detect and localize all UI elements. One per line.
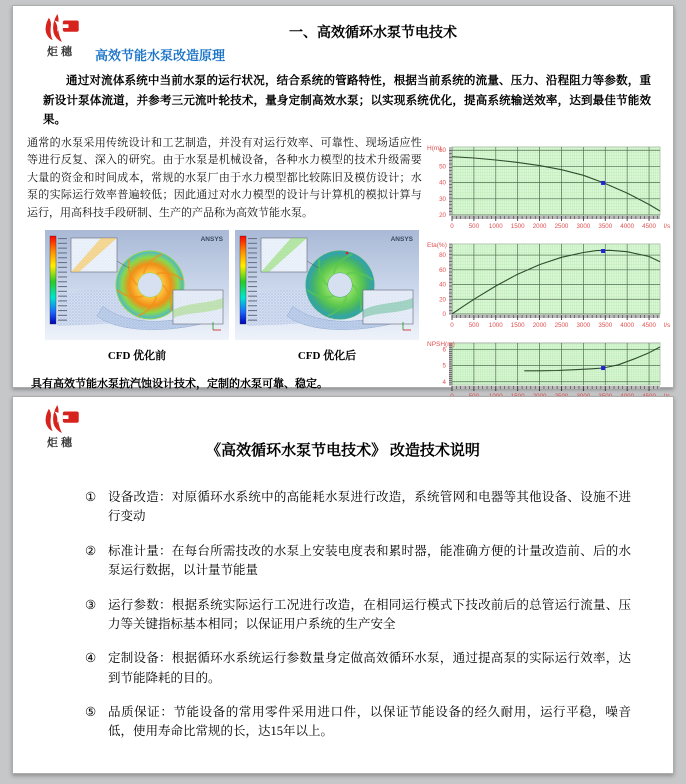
chart-svg: [426, 139, 670, 231]
intro-paragraph: 通过对流体系统中当前水泵的运行状况，结合系统的管路特性，根据当前系统的流量、压力、沿程阻力等参数，重新设计泵体流道，并参考三元流叶轮技术，量身定制高效水泵；以实现系统优化，提高系统输送效率，达到最佳节能效果。: [43, 75, 651, 127]
svg-text:50: 50: [438, 163, 446, 171]
svg-text:4: 4: [442, 378, 446, 386]
cfd-simulation-graphic: [235, 230, 419, 340]
flame-logo-icon: [40, 405, 82, 433]
svg-text:40: 40: [438, 281, 446, 289]
company-logo-2: [29, 405, 93, 450]
item-number: ③: [85, 597, 97, 612]
svg-text:3000: 3000: [576, 222, 591, 230]
svg-text:l/s: l/s: [663, 222, 670, 230]
logo-text: 炬穗: [47, 46, 75, 58]
svg-text:2500: 2500: [554, 321, 569, 329]
logo-text: 炬穗: [47, 437, 75, 449]
pump-curves-column: [426, 135, 673, 406]
svg-text:4000: 4000: [620, 321, 634, 329]
left-column: [13, 135, 426, 406]
page2-title: 《高效循环水泵节电技术》 改造技术说明: [206, 443, 480, 459]
tech-item-4: [85, 649, 631, 688]
page-title: 一、高效循环水泵节电技术: [289, 24, 457, 40]
svg-text:l/s: l/s: [663, 321, 670, 329]
ansys-watermark: ANSYS: [390, 235, 413, 243]
document-page-2: [12, 396, 674, 774]
svg-text:60: 60: [438, 266, 446, 274]
note-text: 具有高效节能水泵抗汽蚀设计技术，定制的水泵可靠、稳定。: [31, 377, 328, 390]
chart-svg: [426, 236, 670, 330]
item-text: 设备改造：对原循环水系统中的高能耗水泵进行改造，系统管网和电器等其他设备、设施不进行变动: [108, 490, 631, 524]
tech-item-1: [85, 488, 631, 527]
svg-text:6: 6: [442, 346, 446, 354]
svg-text:3500: 3500: [598, 222, 612, 230]
cfd-after-caption: CFD 优化后: [297, 349, 357, 362]
svg-text:Eta(%): Eta(%): [426, 241, 447, 249]
flame-logo-icon: [40, 14, 82, 42]
page1-content-columns: [13, 135, 673, 406]
svg-text:2000: 2000: [532, 321, 547, 329]
cfd-before-caption: CFD 优化前: [107, 349, 167, 362]
svg-text:4500: 4500: [641, 321, 656, 329]
svg-text:30: 30: [438, 195, 446, 203]
cfd-simulation-graphic: [45, 230, 229, 340]
npsh-flow-chart: [426, 335, 673, 401]
item-number: ④: [85, 651, 97, 666]
svg-text:0: 0: [450, 222, 454, 230]
svg-text:1500: 1500: [510, 321, 525, 329]
item-text: 标准计量：在每台所需技改的水泵上安装电度表和累时器，能准确方便的计量改造前、后的水泵运行数据，以计量节能量: [108, 543, 631, 578]
svg-text:2500: 2500: [554, 222, 569, 230]
tech-description-list: [85, 488, 631, 742]
svg-text:20: 20: [438, 211, 446, 219]
svg-text:0: 0: [442, 310, 446, 318]
svg-text:3000: 3000: [576, 321, 591, 329]
svg-text:60: 60: [438, 146, 446, 154]
svg-text:2000: 2000: [532, 222, 547, 230]
document-page-1: [12, 5, 674, 388]
tech-item-5: [85, 703, 631, 742]
svg-text:40: 40: [438, 179, 446, 187]
svg-text:1000: 1000: [488, 321, 503, 329]
svg-text:4500: 4500: [641, 222, 656, 230]
item-text: 品质保证：节能设备的常用零件采用进口件，以保证节能设备的经久耐用，运行平稳，噪音低，使用寿命比常规的长，达15年以上。: [108, 705, 631, 739]
item-text: 运行参数：根据系统实际运行工况进行改造，在相同运行模式下技改前后的总管运行流量、压力等关键指标基本相同；以保证用户系统的生产安全: [108, 597, 631, 631]
efficiency-flow-chart: [426, 236, 673, 330]
svg-text:0: 0: [450, 321, 454, 329]
item-number: ②: [85, 543, 97, 558]
section-subtitle: 高效节能水泵改造原理: [95, 48, 226, 63]
svg-text:NPSH(m): NPSH(m): [426, 340, 455, 348]
cfd-figure-row: [45, 230, 426, 340]
tech-item-2: [85, 542, 631, 581]
body-paragraph: 通常的水泵采用传统设计和工艺制造，并没有对运行效率、可靠性、现场适应性等进行反复、深入的研究。由于水泵是机械设备，各种水力模型的技术升级需要大量的资金和时间成本，常规的水泵厂由于水力模型都比较陈旧及模仿设计；水泵的实际运行效率普遍较低；因此通过对水力模型的设计与计算机的模拟计算与运行，用高科技手段研制、生产的产品称为高效节能水泵。: [27, 136, 422, 220]
company-logo: [29, 14, 93, 59]
svg-text:1500: 1500: [510, 222, 525, 230]
item-number: ①: [85, 490, 97, 504]
svg-text:500: 500: [468, 321, 479, 329]
cfd-before-image: [45, 230, 229, 340]
svg-text:20: 20: [438, 295, 446, 303]
tech-item-3: [85, 596, 631, 635]
svg-text:3500: 3500: [598, 321, 612, 329]
svg-text:5: 5: [442, 362, 446, 370]
svg-text:H(m): H(m): [426, 144, 442, 152]
chart-svg: [426, 335, 670, 401]
item-text: 定制设备：根据循环水系统运行参数量身定做高效循环水泵，通过提高泵的实际运行效率，达到节能降耗的目的。: [108, 651, 631, 685]
item-number: ⑤: [85, 705, 97, 719]
cfd-after-image: [235, 230, 419, 340]
ansys-watermark: ANSYS: [200, 235, 223, 243]
head-flow-chart: [426, 139, 673, 231]
svg-text:500: 500: [468, 222, 479, 230]
svg-text:80: 80: [438, 251, 446, 259]
svg-text:4000: 4000: [620, 222, 634, 230]
cfd-caption-row: [45, 347, 426, 363]
svg-text:1000: 1000: [488, 222, 503, 230]
